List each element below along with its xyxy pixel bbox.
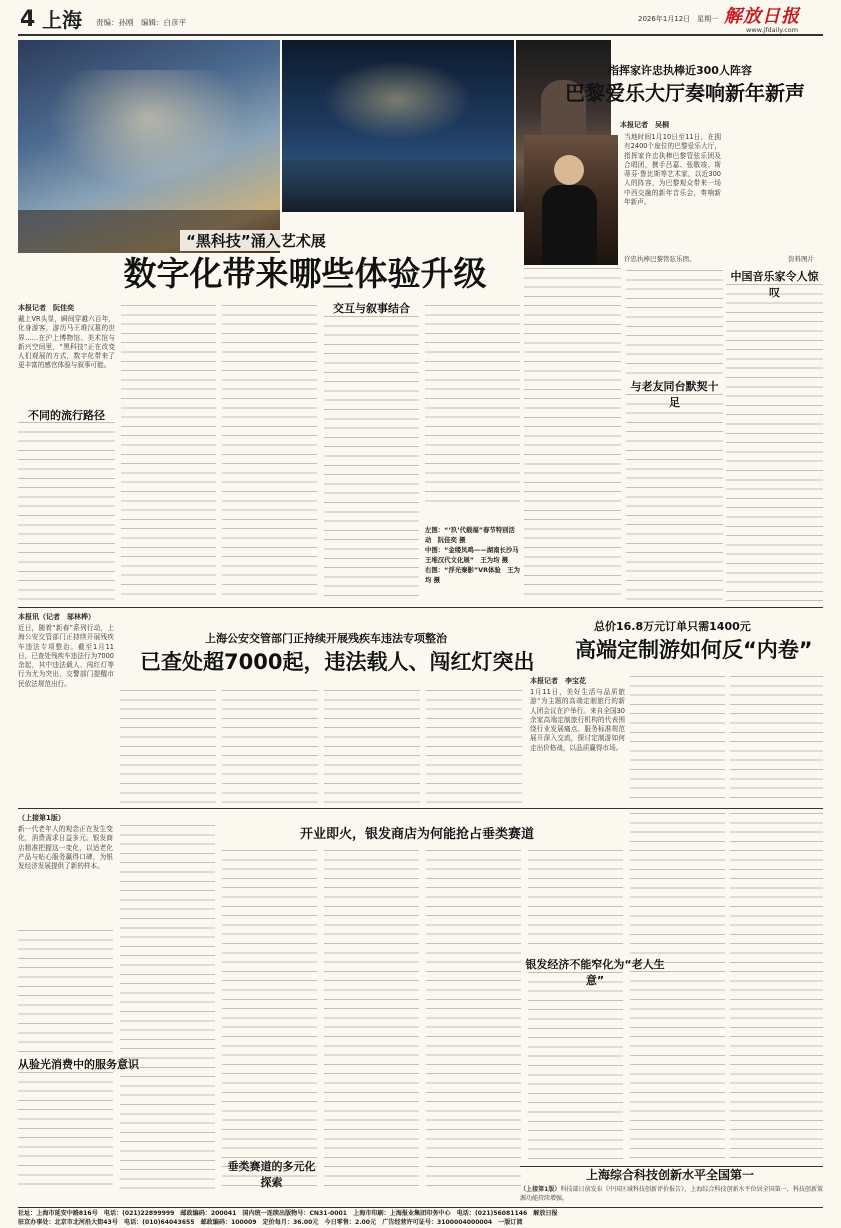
tech-headline: 上海综合科技创新水平全国第一 [586,1168,755,1182]
art-subhead-1: 不同的流行路径 [28,409,105,422]
elder-byline: （上接第1版） [18,814,65,822]
paris-body-col4 [726,284,823,603]
website-url: www.jfdaily.com [746,26,799,34]
paris-photo-credit: 资料图片 [788,255,814,263]
tourism-body-col3 [730,676,823,805]
paris-photo [524,135,618,265]
elder-subhead-1: 从验光消费中的服务意识 [18,1058,139,1071]
traffic-body-col2 [120,690,216,805]
elder-body-col7 [630,813,725,1162]
art-body-col1: 戴上VR头显，瞬间穿越六百年，化身游客，游历马王堆汉墓的世界……在沪上博物馆、美术馆与新兴空间里，“黑科技”正在改变人们观展的方式，数字化带来了更丰富的感官体验与叙事可能。 [18,315,115,370]
art-photo-left [18,40,280,253]
traffic-body-col5 [426,690,522,805]
traffic-body-col1: 近日，随着“新春”系列行动，上海公安交管部门正持续开展残疾车违法专项整治。截至1月11日，已查处残疾车违法行为7000余起，其中违法载人、闯红灯等行为尤为突出，交警部门提醒市民依法规范出行。 [18,624,114,688]
footer-rule [18,1207,823,1208]
elder-body-col6-top [528,850,623,950]
elder-body-col2 [120,825,215,1190]
paris-body-col3 [626,394,723,603]
elder-subhead-3: 银发经济不能窄化为“老人生意” [525,958,665,987]
footer-line-2: 驻京办事处：北京市北河沿大街43号 电话：(010)64043655 邮政编码：100009 定价每月：36.00元 今日零售：2.00元 广告经营许可证号：3100004000004 一版订阅 [18,1219,523,1226]
elder-body-col1: 新一代老年人的观念正在发生变化，消费需求日益多元。银发商店精准把握这一变化，以适老化产品与贴心服务赢得口碑，为银发经济发展提供了新的样本。 [18,825,113,871]
elder-subhead-2: 垂类赛道的多元化探索 [227,1160,316,1189]
art-kicker: “黑科技”涌入艺术展 [180,230,332,251]
masthead-logo: 解放日报 [724,6,800,27]
paris-body-col2 [524,268,621,603]
tourism-byline: 本报记者 李宝花 [530,677,586,685]
elder-body-col1c [18,1072,113,1190]
paris-kicker: 指挥家许忠执棒近300人阵容 [608,64,752,77]
paris-byline: 本报记者 吴桐 [620,121,669,129]
art-body-col5 [425,305,520,505]
tourism-kicker: 总价16.8万元订单只需1400元 [594,620,751,633]
divider-lower [18,808,823,809]
page-number: 4 [20,7,36,32]
art-body-col2 [121,305,216,602]
art-body-col3 [222,305,317,602]
art-body-col4 [324,316,419,602]
tech-byline: （上接第1版） [520,1186,561,1193]
elder-body-col4 [324,850,419,1190]
tourism-headline: 高端定制游如何反“内卷” [575,638,813,662]
tech-body [520,1185,823,1205]
paris-subhead-2: 中国音乐家令人惊叹 [730,270,819,299]
art-headline: 数字化带来哪些体验升级 [123,254,487,293]
elder-body-col6 [528,972,623,1162]
footer-line-1: 社址：上海市延安中路816号 电话：(021)22899999 邮政编码：200041 国内统一连续出版物号：CN31-0001 上海市印刷：上海报业集团印务中心 电话：(021)56081146 解放日报 [18,1210,558,1217]
tourism-body-col2 [630,676,725,805]
section-name: 上海 [42,8,82,32]
art-photo-caption: 左图：“‘玖’代载福”春节特别活动 阮佳奕 摄 中图：“金缕凤鸣——湖南长沙马王堆汉代文化展” 王为均 摄 右图：“浮光秦影”VR体验 王为均 摄 [425,526,520,584]
paris-photo-caption: 许忠执棒巴黎管弦乐团。 [624,255,696,263]
paris-body-col3-top [626,270,723,374]
elder-headline: 开业即火，银发商店为何能抢占垂类赛道 [300,827,535,842]
paris-subhead-1: 与老友同台默契十足 [630,380,719,409]
art-subhead-2: 交互与叙事结合 [333,302,410,315]
traffic-body-col4 [324,690,420,805]
art-body-col1b [18,422,115,602]
traffic-headline: 已查处超7000起，违法载人、闯红灯突出 [140,650,535,674]
traffic-kicker: 上海公安交管部门正持续开展残疾车违法专项整治 [205,632,447,645]
tech-body-text: 科技部日前发布《中国区域科技创新评价报告》，上海综合科技创新水平位居全国第一，科技创新策源功能持续增强。 [520,1186,823,1202]
divider-mid [18,607,823,608]
issue-date: 2026年1月12日 星期一 [638,15,719,23]
art-byline: 本报记者 阮佳奕 [18,304,74,312]
paris-body-col1: 当地时间1月10日至11日，在拥有2400个座位的巴黎爱乐大厅，指挥家许忠执棒巴黎管弦乐团及合唱团，携手吕嘉、张敬竣、斯蒂芬·鲁比斯等艺术家，以近300人的阵容，为巴黎观众带来一场中西交融的新年音乐会，奏响新年新声。 [624,133,721,207]
elder-body-col3 [222,850,317,1190]
traffic-byline: 本报讯（记者 邬林桦） [18,613,95,621]
elder-body-col8 [730,813,823,1162]
editors: 责编：孙刚 编辑：白彦平 [96,18,186,27]
masthead [18,6,823,34]
art-photo-center [282,40,514,212]
tourism-body-col1: 1月11日，美好生活与品质旅游“为主题的高端定制旅行的新人团会议在沪举行。来自全国30余家高端定制旅行机构的代表围绕行业发展痛点、服务标准规范展开深入交流，探讨定制游如何走出价格战，以品质赢得市场。 [530,688,625,752]
masthead-rule [18,34,823,36]
traffic-body-col3 [222,690,318,805]
elder-body-col5 [426,850,521,1190]
paris-headline: 巴黎爱乐大厅奏响新年新声 [565,81,805,105]
elder-body-col1b [18,930,113,1052]
